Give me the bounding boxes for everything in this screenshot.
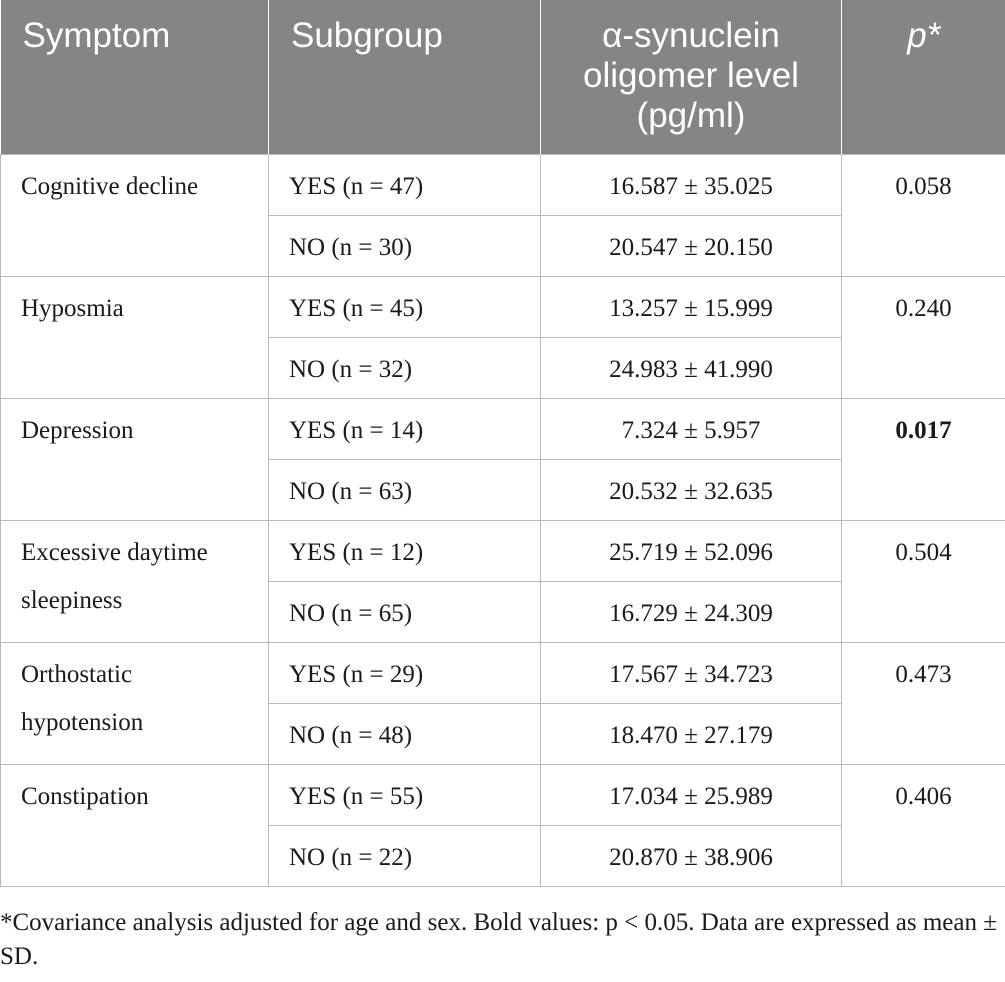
oligomer-level-no-cell: 20.547 ± 20.150 — [541, 215, 842, 276]
p-value-cell: 0.504 — [842, 520, 1005, 642]
subgroup-yes-cell: YES (n = 47) — [269, 154, 541, 215]
subgroup-no-cell: NO (n = 22) — [269, 825, 541, 886]
header-row — [1, 0, 1005, 154]
oligomer-level-no-cell: 20.532 ± 32.635 — [541, 459, 842, 520]
subgroup-yes-cell: YES (n = 14) — [269, 398, 541, 459]
header-oligomer-line3: (pg/ml) — [636, 96, 746, 135]
table-header — [1, 0, 1005, 154]
symptom-name-line2: sleepiness — [21, 586, 123, 614]
header-p-value: p* — [842, 0, 1005, 154]
subgroup-no-cell: NO (n = 63) — [269, 459, 541, 520]
table-row — [1, 642, 1005, 703]
table-row — [1, 154, 1005, 215]
oligomer-level-yes-cell: 13.257 ± 15.999 — [541, 276, 842, 337]
symptom-name-line1: Depression — [21, 416, 134, 444]
header-oligomer-level — [541, 0, 842, 154]
symptom-name-line1: Excessive daytime — [21, 538, 208, 566]
table-body — [1, 154, 1005, 886]
header-subgroup: Subgroup — [269, 0, 541, 154]
oligomer-level-no-cell: 16.729 ± 24.309 — [541, 581, 842, 642]
symptom-cell — [1, 520, 269, 642]
symptom-name-line1: Orthostatic — [21, 660, 133, 688]
oligomer-level-yes-cell: 17.034 ± 25.989 — [541, 764, 842, 825]
p-value-cell: 0.017 — [842, 398, 1005, 520]
subgroup-no-cell: NO (n = 30) — [269, 215, 541, 276]
symptom-name-line1: Hyposmia — [21, 294, 124, 322]
symptom-cell — [1, 276, 269, 398]
p-value-cell: 0.240 — [842, 276, 1005, 398]
subgroup-no-cell: NO (n = 65) — [269, 581, 541, 642]
oligomer-level-no-cell: 18.470 ± 27.179 — [541, 703, 842, 764]
table-row — [1, 276, 1005, 337]
table-row — [1, 398, 1005, 459]
subgroup-no-cell: NO (n = 32) — [269, 337, 541, 398]
subgroup-yes-cell: YES (n = 29) — [269, 642, 541, 703]
p-value-cell: 0.406 — [842, 764, 1005, 886]
subgroup-yes-cell: YES (n = 55) — [269, 764, 541, 825]
p-value-cell: 0.058 — [842, 154, 1005, 276]
header-symptom: Symptom — [1, 0, 269, 154]
oligomer-level-yes-cell: 7.324 ± 5.957 — [541, 398, 842, 459]
symptom-cell — [1, 398, 269, 520]
oligomer-level-no-cell: 20.870 ± 38.906 — [541, 825, 842, 886]
symptom-cell — [1, 642, 269, 764]
p-value-cell: 0.473 — [842, 642, 1005, 764]
subgroup-yes-cell: YES (n = 12) — [269, 520, 541, 581]
table-row — [1, 764, 1005, 825]
oligomer-level-yes-cell: 25.719 ± 52.096 — [541, 520, 842, 581]
oligomer-level-yes-cell: 16.587 ± 35.025 — [541, 154, 842, 215]
symptom-cell — [1, 154, 269, 276]
subgroup-no-cell: NO (n = 48) — [269, 703, 541, 764]
subgroup-yes-cell: YES (n = 45) — [269, 276, 541, 337]
oligomer-level-no-cell: 24.983 ± 41.990 — [541, 337, 842, 398]
header-oligomer-line2: oligomer level — [583, 56, 799, 95]
symptom-name-line1: Cognitive decline — [21, 172, 199, 200]
header-oligomer-line1: α-synuclein — [602, 16, 780, 55]
symptom-cell — [1, 764, 269, 886]
symptom-name-line2: hypotension — [21, 708, 144, 736]
oligomer-level-yes-cell: 17.567 ± 34.723 — [541, 642, 842, 703]
table-row — [1, 520, 1005, 581]
table-footnote: *Covariance analysis adjusted for age and sex. Bold values: p < 0.05. Data are expressed as mean ± SD. — [0, 909, 997, 970]
symptom-name-line1: Constipation — [21, 782, 149, 810]
